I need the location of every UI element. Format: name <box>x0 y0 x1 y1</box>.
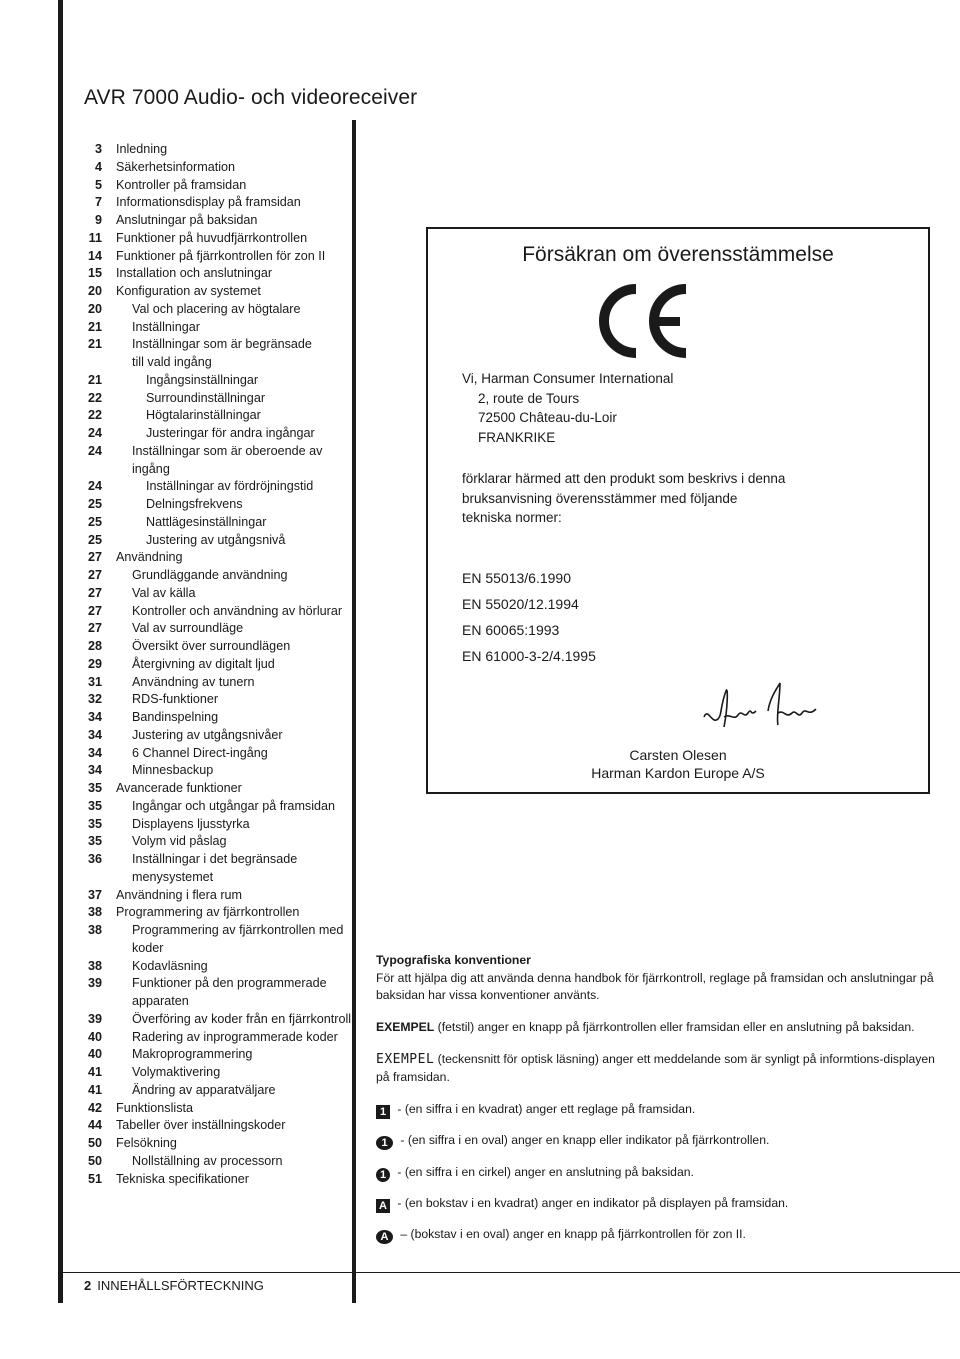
toc-entry <box>62 372 352 390</box>
toc-title: Funktionslista <box>116 1100 193 1115</box>
toc-page-number: 24 <box>87 479 102 494</box>
toc-entry <box>62 496 352 514</box>
toc-entry <box>62 638 352 656</box>
declaration-statement <box>462 469 802 528</box>
toc-title: Inställningar som är begränsade <box>132 337 312 352</box>
toc-page-number: 29 <box>87 656 102 671</box>
square-letter-icon: A <box>376 1199 390 1213</box>
toc-page-number: 35 <box>87 798 102 813</box>
square-number-icon: 1 <box>376 1105 390 1119</box>
toc-entry <box>62 283 352 301</box>
toc-title: Nollställning av processorn <box>132 1153 283 1168</box>
page-number: 2 <box>84 1278 92 1293</box>
address-line: FRANKRIKE <box>478 429 556 445</box>
toc-title: Programmering av fjärrkontrollen <box>116 905 300 920</box>
mono-description: (teckensnitt för optisk läsning) anger ett meddelande som är synligt på informtions-displayen på framsidan. <box>376 1052 935 1084</box>
toc-entry <box>62 1153 352 1171</box>
footer-rule <box>58 1272 960 1273</box>
toc-page-number: 36 <box>87 852 102 866</box>
table-of-contents <box>62 141 352 1188</box>
toc-title: Makroprogrammering <box>132 1047 253 1062</box>
toc-title: Konfiguration av systemet <box>116 284 261 298</box>
toc-page-number: 32 <box>87 692 102 707</box>
oval-letter-icon: A <box>376 1230 393 1244</box>
toc-entry <box>62 248 352 266</box>
square-number-convention <box>376 1101 936 1119</box>
standard-item: EN 55013/6.1990 <box>462 570 571 586</box>
toc-page-number: 21 <box>87 319 102 334</box>
toc-entry <box>62 1082 352 1100</box>
toc-page-number: 28 <box>87 639 102 653</box>
toc-page-number: 22 <box>87 408 102 423</box>
toc-entry <box>62 1171 352 1189</box>
toc-title: Informationsdisplay på framsidan <box>116 195 301 210</box>
toc-entry <box>62 816 352 834</box>
standards-list <box>462 565 596 669</box>
page-footer <box>84 1278 264 1293</box>
toc-entry <box>62 549 352 567</box>
oval-number-description: - (en siffra i en oval) anger en knapp eller indikator på fjärrkontrollen. <box>397 1133 770 1147</box>
toc-title: Säkerhetsinformation <box>116 159 236 174</box>
address-line: Vi, Harman Consumer International <box>462 371 674 386</box>
toc-title: Tabeller över inställningskoder <box>116 1118 286 1133</box>
toc-page-number: 25 <box>87 514 102 529</box>
toc-page-number: 27 <box>87 585 102 600</box>
toc-page-number: 44 <box>87 1118 102 1133</box>
circle-number-icon: 1 <box>376 1168 390 1182</box>
page-title: AVR 7000 Audio- och videoreceiver <box>84 86 418 109</box>
toc-entry <box>62 833 352 851</box>
toc-title-continuation: koder <box>132 940 164 955</box>
toc-title: Översikt över surroundlägen <box>132 639 291 653</box>
toc-title: Anslutningar på baksidan <box>116 213 258 227</box>
toc-entry <box>62 1029 352 1047</box>
toc-entry <box>62 265 352 283</box>
toc-title: Tekniska specifikationer <box>116 1171 249 1186</box>
standard-item: EN 60065:1993 <box>462 622 560 638</box>
toc-page-number: 4 <box>94 159 102 174</box>
bold-description: (fetstil) anger en knapp på fjärrkontrollen eller framsidan eller en anslutning på baksidan. <box>434 1020 915 1034</box>
toc-entry <box>62 798 352 816</box>
toc-entry <box>62 478 352 496</box>
toc-page-number: 20 <box>87 284 102 298</box>
oval-number-icon: 1 <box>376 1136 393 1150</box>
toc-entry <box>62 958 352 976</box>
toc-title: Nattlägesinställningar <box>146 514 267 529</box>
toc-page-number: 27 <box>87 603 102 618</box>
toc-page-number: 21 <box>87 337 102 352</box>
square-letter-convention <box>376 1195 936 1213</box>
toc-title: Användning <box>116 550 183 565</box>
toc-entry <box>62 425 352 443</box>
toc-page-number: 50 <box>87 1136 102 1150</box>
toc-entry <box>62 851 352 869</box>
toc-title: Volymaktivering <box>132 1065 221 1079</box>
toc-title: Val och placering av högtalare <box>132 301 301 316</box>
toc-title: Radering av inprogrammerade koder <box>132 1029 338 1044</box>
footer-section: INNEHÅLLSFÖRTECKNING <box>97 1278 264 1293</box>
toc-page-number: 5 <box>94 177 102 192</box>
statement-line: förklarar härmed att den produkt som beskrivs i denna <box>462 471 786 486</box>
toc-title: Återgivning av digitalt ljud <box>132 656 275 671</box>
toc-title: Delningsfrekvens <box>146 497 243 511</box>
toc-title: Volym vid påslag <box>132 834 227 849</box>
declaration-of-conformity <box>426 227 930 794</box>
toc-page-number: 34 <box>87 710 102 724</box>
toc-entry <box>62 745 352 763</box>
toc-entry <box>62 567 352 585</box>
toc-title: Surroundinställningar <box>146 390 266 405</box>
address-line: 72500 Château-du-Loir <box>478 410 617 425</box>
toc-entry <box>62 887 352 905</box>
square-number-description: - (en siffra i en kvadrat) anger ett reglage på framsidan. <box>394 1102 696 1116</box>
toc-page-number: 31 <box>87 674 102 689</box>
toc-entry <box>62 443 352 461</box>
declaration-title: Försäkran om överensstämmelse <box>522 243 834 266</box>
toc-title: Ingångar och utgångar på framsidan <box>132 798 336 813</box>
toc-page-number: 3 <box>94 142 102 156</box>
signer-name: Carsten Olesen <box>629 747 727 763</box>
toc-entry <box>62 904 352 922</box>
toc-entry <box>62 975 352 993</box>
toc-entry <box>62 1064 352 1082</box>
toc-page-number: 34 <box>87 745 102 760</box>
toc-entry <box>62 141 352 159</box>
circle-number-convention <box>376 1164 936 1182</box>
toc-title: Överföring av koder från en fjärrkontroll <box>132 1011 352 1026</box>
toc-page-number: 24 <box>87 443 102 458</box>
toc-entry <box>62 212 352 230</box>
toc-page-number: 27 <box>87 621 102 636</box>
toc-entry <box>62 922 352 940</box>
toc-title: Inledning <box>116 142 168 156</box>
toc-entry <box>62 780 352 798</box>
toc-page-number: 15 <box>87 266 102 281</box>
toc-title: Kontroller på framsidan <box>116 177 247 192</box>
oval-letter-description: – (bokstav i en oval) anger en knapp på fjärrkontrollen för zon II. <box>397 1227 746 1241</box>
toc-title: Val av källa <box>132 585 196 600</box>
toc-page-number: 27 <box>87 550 102 565</box>
toc-title: Installation och anslutningar <box>116 266 273 281</box>
toc-title: Avancerade funktioner <box>116 781 242 795</box>
toc-entry <box>62 177 352 195</box>
toc-entry <box>62 603 352 621</box>
bold-convention <box>376 1019 936 1037</box>
toc-entry <box>62 301 352 319</box>
toc-page-number: 41 <box>87 1082 102 1097</box>
toc-entry <box>62 674 352 692</box>
toc-page-number: 21 <box>87 372 102 387</box>
toc-page-number: 39 <box>87 1011 102 1026</box>
toc-page-number: 20 <box>87 301 102 316</box>
toc-entry <box>62 620 352 638</box>
toc-page-number: 25 <box>87 497 102 511</box>
toc-entry <box>62 390 352 408</box>
toc-entry <box>62 319 352 337</box>
toc-page-number: 11 <box>88 230 102 245</box>
toc-title: Inställningar i det begränsade <box>132 852 298 866</box>
toc-entry <box>62 727 352 745</box>
square-letter-description: - (en bokstav i en kvadrat) anger en indikator på displayen på framsidan. <box>394 1196 789 1210</box>
toc-page-number: 24 <box>87 426 102 440</box>
conventions-heading: Typografiska konventioner <box>376 953 531 967</box>
toc-page-number: 40 <box>87 1029 102 1044</box>
toc-entry <box>62 762 352 780</box>
toc-page-number: 37 <box>87 887 102 902</box>
toc-title: Felsökning <box>116 1136 177 1150</box>
toc-title: Justering av utgångsnivå <box>146 532 286 547</box>
toc-page-number: 39 <box>87 976 102 991</box>
toc-title: Inställningar som är oberoende av <box>132 443 323 458</box>
toc-page-number: 38 <box>87 905 102 920</box>
toc-entry <box>62 194 352 212</box>
toc-title: Användning i flera rum <box>116 887 243 902</box>
circle-number-description: - (en siffra i en cirkel) anger en anslutning på baksidan. <box>394 1165 694 1179</box>
toc-entry <box>62 532 352 550</box>
toc-page-number: 14 <box>87 248 102 263</box>
toc-entry <box>62 159 352 177</box>
signer-company: Harman Kardon Europe A/S <box>591 765 765 781</box>
toc-entry <box>62 1046 352 1064</box>
conventions-intro: För att hjälpa dig att använda denna handbok för fjärrkontroll, reglage på framsidan och anslutningar på baksidan har vissa konventioner använts. <box>376 970 934 1002</box>
toc-title: Displayens ljusstyrka <box>132 816 250 831</box>
center-vertical-rule <box>352 120 356 1303</box>
toc-page-number: 42 <box>87 1100 102 1115</box>
toc-page-number: 50 <box>87 1153 102 1168</box>
standard-item: EN 61000-3-2/4.1995 <box>462 648 596 664</box>
address-line: 2, route de Tours <box>478 390 580 406</box>
toc-page-number: 38 <box>87 923 102 937</box>
toc-page-number: 41 <box>87 1065 102 1079</box>
toc-title: Inställningar <box>132 319 200 334</box>
toc-title: Bandinspelning <box>132 710 219 724</box>
toc-page-number: 51 <box>87 1171 102 1186</box>
toc-page-number: 7 <box>94 195 102 210</box>
toc-title-continuation: ingång <box>132 461 170 476</box>
manufacturer-address <box>462 369 673 447</box>
mono-convention <box>376 1051 936 1086</box>
toc-entry <box>62 514 352 532</box>
toc-entry <box>62 230 352 248</box>
toc-title: Justering av utgångsnivåer <box>132 727 283 742</box>
toc-title-continuation: apparaten <box>132 994 189 1008</box>
standard-item: EN 55020/12.1994 <box>462 596 579 612</box>
toc-page-number: 9 <box>94 213 102 227</box>
toc-page-number: 25 <box>87 532 102 547</box>
toc-title: Användning av tunern <box>132 674 255 689</box>
toc-title: Inställningar av fördröjningstid <box>146 479 314 494</box>
toc-entry <box>62 407 352 425</box>
toc-title: Högtalarinställningar <box>146 408 261 423</box>
ce-mark-icon <box>578 281 778 361</box>
oval-letter-convention <box>376 1226 936 1244</box>
toc-title: Funktioner på fjärrkontrollen för zon II <box>116 248 326 263</box>
mono-example: EXEMPEL <box>376 1052 435 1067</box>
toc-entry <box>62 336 352 354</box>
bold-example: EXEMPEL <box>376 1020 435 1034</box>
toc-page-number: 34 <box>87 727 102 742</box>
toc-title: Programmering av fjärrkontrollen med <box>132 923 344 937</box>
toc-title: Kodavläsning <box>132 958 208 973</box>
toc-page-number: 40 <box>87 1047 102 1062</box>
toc-entry <box>62 585 352 603</box>
toc-entry <box>62 1100 352 1118</box>
toc-title-continuation: till vald ingång <box>132 355 212 369</box>
toc-page-number: 34 <box>87 763 102 778</box>
toc-entry <box>62 1135 352 1153</box>
toc-title: Ingångsinställningar <box>146 372 259 387</box>
toc-entry <box>62 1117 352 1135</box>
toc-page-number: 22 <box>87 390 102 405</box>
toc-title: Funktioner på den programmerade <box>132 976 327 991</box>
toc-title: Minnesbackup <box>132 763 214 778</box>
toc-page-number: 38 <box>87 958 102 973</box>
toc-title-continuation: menysystemet <box>132 869 214 884</box>
toc-title: Ändring av apparatväljare <box>132 1082 276 1097</box>
toc-entry <box>62 656 352 674</box>
toc-title: Val av surroundläge <box>132 621 244 636</box>
toc-title: Justeringar för andra ingångar <box>146 426 315 440</box>
toc-title: RDS-funktioner <box>132 692 219 707</box>
oval-number-convention <box>376 1132 936 1150</box>
toc-title: Funktioner på huvudfjärrkontrollen <box>116 230 308 245</box>
toc-title: Grundläggande användning <box>132 568 288 582</box>
toc-entry <box>62 709 352 727</box>
handwritten-signature <box>698 677 828 737</box>
toc-page-number: 27 <box>87 568 102 582</box>
toc-page-number: 35 <box>87 781 102 795</box>
toc-title: Kontroller och användning av hörlurar <box>132 603 343 618</box>
statement-line: tekniska normer: <box>462 510 562 525</box>
toc-page-number: 35 <box>87 834 102 849</box>
toc-title: 6 Channel Direct-ingång <box>132 745 268 760</box>
toc-page-number: 35 <box>87 816 102 831</box>
toc-entry <box>62 1011 352 1029</box>
toc-entry <box>62 691 352 709</box>
statement-line: bruksanvisning överensstämmer med följande <box>462 490 738 506</box>
